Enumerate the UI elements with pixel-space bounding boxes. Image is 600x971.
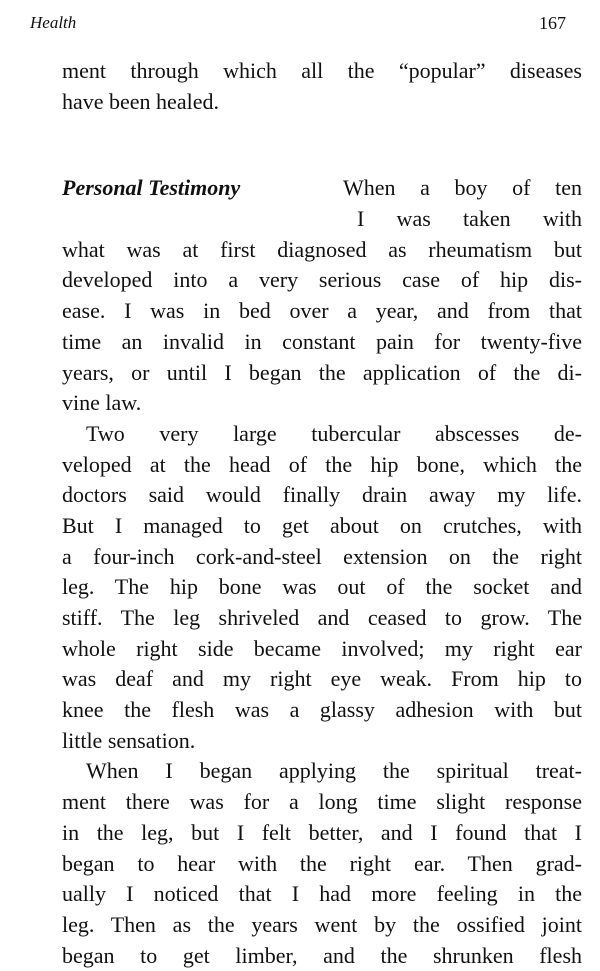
- text-line: whole right side became involved; my right ear: [62, 635, 582, 661]
- text-line: ease. I was in bed over a year, and from that: [62, 298, 582, 324]
- page-number: 167: [539, 13, 566, 33]
- text-line: ment through which all the “popular” diseases: [62, 58, 582, 83]
- text-line: what was at first diagnosed as rheumatism but: [62, 236, 582, 262]
- text-line: years, or until I began the application of the di-: [62, 359, 582, 385]
- text-line: stiff. The leg shriveled and ceased to grow. The: [62, 605, 582, 630]
- text-line: vine law.: [62, 390, 142, 416]
- text-line: veloped at the head of the hip bone, which the: [62, 451, 582, 477]
- text-line: began to get limber, and the shrunken flesh: [62, 942, 582, 968]
- text-line: leg. The hip bone was out of the socket and: [62, 574, 582, 600]
- text-line: I was taken with: [357, 206, 582, 232]
- text-line: a four-inch cork-and-steel extension on the right: [62, 543, 582, 569]
- section-heading-row: [62, 173, 582, 204]
- text-line: doctors said would finally drain away my life.: [62, 482, 582, 508]
- section-heading: Personal Testimony: [62, 175, 241, 201]
- text-line: time an invalid in constant pain for twenty-five: [62, 328, 582, 354]
- text-line: knee the flesh was a glassy adhesion with but: [62, 697, 582, 723]
- text-line: When I began applying the spiritual treat-: [86, 758, 582, 784]
- text-line: little sensation.: [62, 727, 196, 753]
- paragraph: [62, 756, 582, 971]
- text-line: ually I noticed that I had more feeling in the: [62, 881, 582, 907]
- running-title: Health: [30, 13, 77, 32]
- text-line: leg. Then as the years went by the ossified joint: [62, 911, 582, 937]
- page-body: [62, 56, 582, 971]
- text-line: in the leg, but I felt better, and I found that I: [62, 819, 582, 845]
- text-line: But I managed to get about on crutches, with: [62, 512, 582, 538]
- paragraph: [62, 419, 582, 757]
- text-line: have been healed.: [62, 88, 219, 114]
- text-line: ment there was for a long time slight response: [62, 789, 582, 815]
- text-line: was deaf and my right eye weak. From hip to: [62, 666, 582, 692]
- text-line: developed into a very serious case of hip dis-: [62, 267, 582, 293]
- text-line: When a boy of ten: [343, 175, 582, 201]
- paragraph: [62, 235, 582, 419]
- text-line: Two very large tubercular abscesses de-: [86, 420, 582, 446]
- text-line: began to hear with the right ear. Then grad-: [62, 850, 582, 876]
